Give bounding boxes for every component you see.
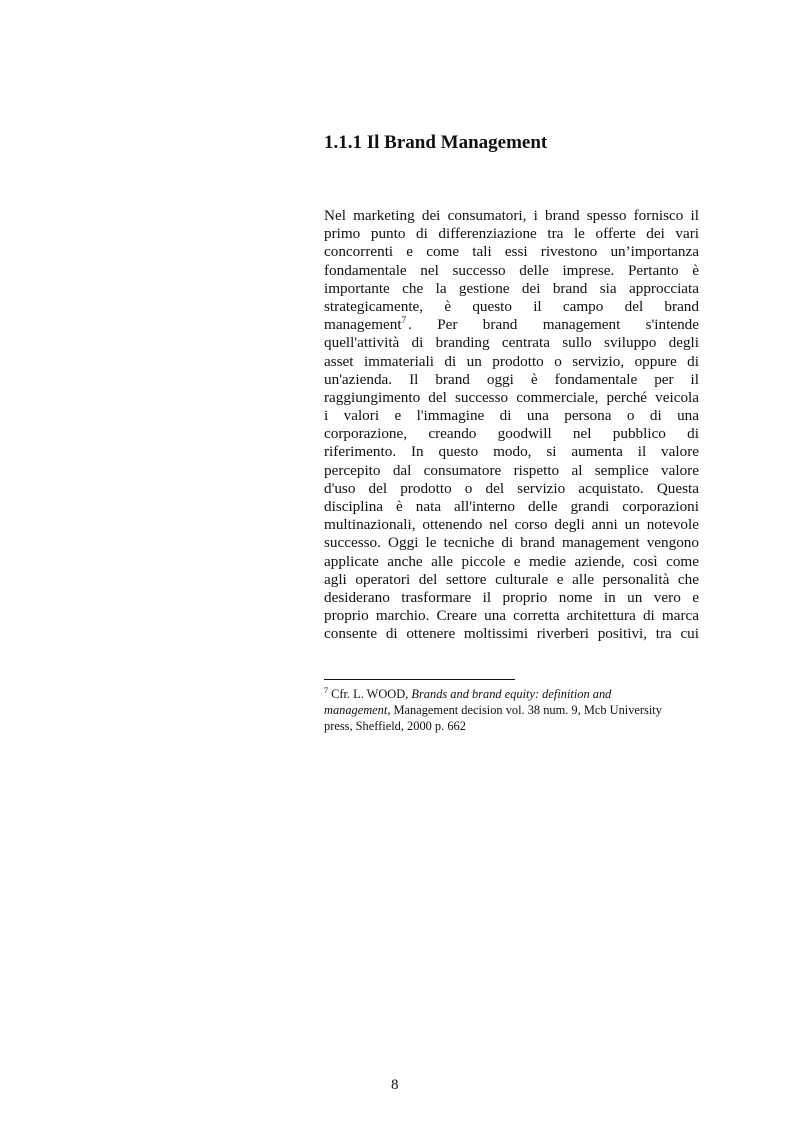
text-line: concorrenti e come tali essi rivestono un’importanza — [324, 243, 699, 261]
text-fragment: management — [324, 316, 402, 334]
footnote-number: 7 — [324, 686, 328, 695]
text-line: successo. Oggi le tecniche di brand management vengono — [324, 534, 699, 552]
text-line: multinazionali, ottenendo nel corso degli anni un notevole — [324, 516, 699, 534]
footnote-line — [324, 702, 724, 718]
footnote-divider — [324, 679, 515, 680]
text-line: fondamentale nel successo delle imprese. Pertanto è — [324, 261, 699, 279]
text-line: desiderano trasformare il proprio nome in un vero e — [324, 588, 699, 606]
text-line: raggiungimento del successo commerciale, perché veicola — [324, 388, 699, 406]
text-line: riferimento. In questo modo, si aumenta il valore — [324, 443, 699, 461]
text-line: agli operatori del settore culturale e alle personalità che — [324, 570, 699, 588]
text-line: i valori e l'immagine di una persona o di una — [324, 407, 699, 425]
footnote-title: management — [324, 703, 388, 717]
text-line: corporazione, creando goodwill nel pubblico di — [324, 425, 699, 443]
text-line: strategicamente, è questo il campo del brand — [324, 297, 699, 315]
footnote-text: , Management decision vol. 38 num. 9, Mcb University — [387, 703, 662, 717]
text-line: disciplina è nata all'interno delle grandi corporazioni — [324, 498, 699, 515]
page-number: 8 — [391, 1077, 399, 1093]
text-line: d'uso del prodotto o del servizio acquistato. Questa — [324, 479, 699, 497]
text-line-with-footnote — [324, 316, 699, 334]
text-line: applicate anche alle piccole e medie aziende, così come — [324, 552, 699, 570]
text-line: importante che la gestione dei brand sia approcciata — [324, 279, 699, 297]
text-line: un'azienda. Il brand oggi è fondamentale per il — [324, 370, 699, 388]
text-line: primo punto di differenziazione tra le offerte dei vari — [324, 225, 699, 243]
text-line: quell'attività di branding centrata sullo sviluppo degli — [324, 334, 699, 352]
text-line: asset immateriali di un prodotto o servizio, oppure di — [324, 352, 699, 370]
footnote-title: Brands and brand equity: definition and — [411, 687, 612, 701]
footnote-reference[interactable]: 7 — [401, 315, 407, 326]
footnote-text: Cfr. L. WOOD, — [328, 687, 412, 701]
footnote-line — [324, 686, 724, 702]
footnote — [324, 686, 724, 734]
text-line: percepito dal consumatore rispetto al semplice valore — [324, 461, 699, 479]
text-line: proprio marchio. Creare una corretta architettura di marca — [324, 607, 699, 625]
text-fragment: . Per brand management s'intende — [408, 316, 699, 334]
body-paragraph — [324, 207, 699, 644]
section-heading: 1.1.1 Il Brand Management — [324, 132, 548, 153]
text-line: Nel marketing dei consumatori, i brand spesso fornisco il — [324, 207, 699, 224]
text-line: consente di ottenere moltissimi riverberi positivi, tra cui — [324, 625, 699, 643]
footnote-line: press, Sheffield, 2000 p. 662 — [324, 719, 466, 733]
